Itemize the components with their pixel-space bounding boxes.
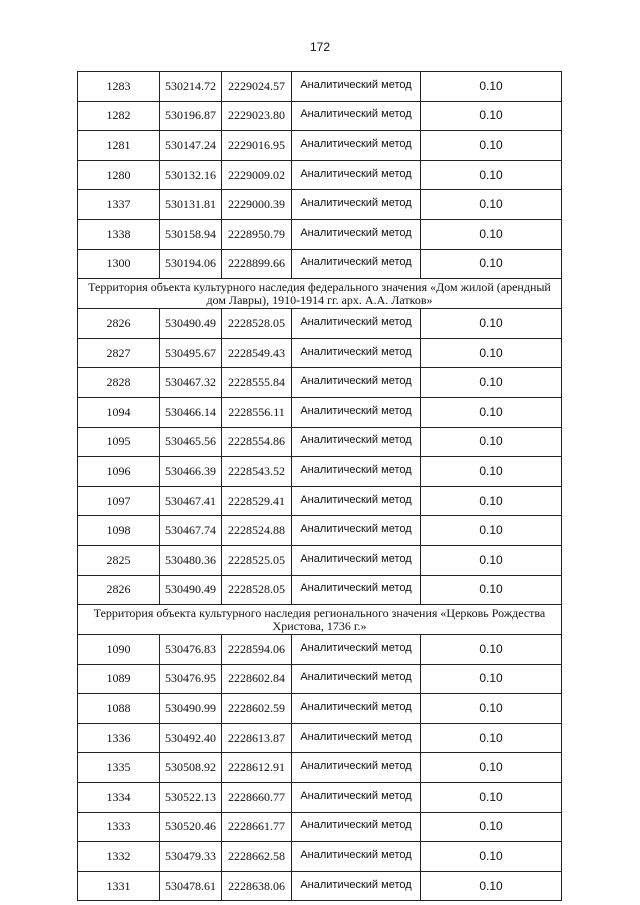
accuracy-cell: 0.10 — [421, 131, 562, 161]
method-cell: Аналитический метод — [292, 309, 421, 339]
method-cell: Аналитический метод — [292, 72, 421, 102]
y-coordinate-cell: 2228660.77 — [222, 783, 292, 813]
method-cell: Аналитический метод — [292, 368, 421, 398]
method-cell: Аналитический метод — [292, 664, 421, 694]
point-number-cell: 1096 — [78, 457, 160, 487]
method-cell: Аналитический метод — [292, 723, 421, 753]
point-number-cell: 1090 — [78, 635, 160, 665]
point-number-cell: 2826 — [78, 309, 160, 339]
method-cell: Аналитический метод — [292, 427, 421, 457]
y-coordinate-cell: 2228661.77 — [222, 812, 292, 842]
page-number: 172 — [309, 40, 331, 54]
method-cell: Аналитический метод — [292, 812, 421, 842]
y-coordinate-cell: 2229016.95 — [222, 131, 292, 161]
x-coordinate-cell: 530131.81 — [160, 190, 222, 220]
point-number-cell: 2828 — [78, 368, 160, 398]
table-row — [78, 516, 562, 546]
x-coordinate-cell: 530490.49 — [160, 309, 222, 339]
table-row — [78, 338, 562, 368]
section-header-row — [78, 279, 562, 309]
table-row — [78, 812, 562, 842]
x-coordinate-cell: 530466.39 — [160, 457, 222, 487]
table-row — [78, 368, 562, 398]
point-number-cell: 1334 — [78, 783, 160, 813]
point-number-cell: 1338 — [78, 219, 160, 249]
table-row — [78, 753, 562, 783]
accuracy-cell: 0.10 — [421, 486, 562, 516]
x-coordinate-cell: 530522.13 — [160, 783, 222, 813]
y-coordinate-cell: 2228602.84 — [222, 664, 292, 694]
table-row — [78, 635, 562, 665]
table-row — [78, 131, 562, 161]
point-number-cell: 2827 — [78, 338, 160, 368]
accuracy-cell: 0.10 — [421, 664, 562, 694]
accuracy-cell: 0.10 — [421, 842, 562, 872]
method-cell: Аналитический метод — [292, 842, 421, 872]
accuracy-cell: 0.10 — [421, 457, 562, 487]
method-cell: Аналитический метод — [292, 753, 421, 783]
y-coordinate-cell: 2229023.80 — [222, 101, 292, 131]
x-coordinate-cell: 530467.41 — [160, 486, 222, 516]
coordinates-table — [77, 71, 562, 901]
x-coordinate-cell: 530158.94 — [160, 219, 222, 249]
table-row — [78, 457, 562, 487]
y-coordinate-cell: 2228662.58 — [222, 842, 292, 872]
y-coordinate-cell: 2228549.43 — [222, 338, 292, 368]
table-row — [78, 72, 562, 102]
accuracy-cell: 0.10 — [421, 309, 562, 339]
table-row — [78, 871, 562, 901]
y-coordinate-cell: 2228528.05 — [222, 309, 292, 339]
accuracy-cell: 0.10 — [421, 723, 562, 753]
method-cell: Аналитический метод — [292, 457, 421, 487]
x-coordinate-cell: 530480.36 — [160, 545, 222, 575]
y-coordinate-cell: 2228950.79 — [222, 219, 292, 249]
point-number-cell: 1097 — [78, 486, 160, 516]
y-coordinate-cell: 2228554.86 — [222, 427, 292, 457]
method-cell: Аналитический метод — [292, 190, 421, 220]
table-row — [78, 723, 562, 753]
accuracy-cell: 0.10 — [421, 219, 562, 249]
accuracy-cell: 0.10 — [421, 160, 562, 190]
table-row — [78, 486, 562, 516]
y-coordinate-cell: 2228525.05 — [222, 545, 292, 575]
method-cell: Аналитический метод — [292, 575, 421, 605]
method-cell: Аналитический метод — [292, 338, 421, 368]
table-row — [78, 219, 562, 249]
point-number-cell: 1094 — [78, 397, 160, 427]
x-coordinate-cell: 530467.74 — [160, 516, 222, 546]
point-number-cell: 1333 — [78, 812, 160, 842]
accuracy-cell: 0.10 — [421, 783, 562, 813]
point-number-cell: 1337 — [78, 190, 160, 220]
table-row — [78, 694, 562, 724]
table-row — [78, 160, 562, 190]
point-number-cell: 1282 — [78, 101, 160, 131]
x-coordinate-cell: 530467.32 — [160, 368, 222, 398]
method-cell: Аналитический метод — [292, 101, 421, 131]
x-coordinate-cell: 530214.72 — [160, 72, 222, 102]
accuracy-cell: 0.10 — [421, 516, 562, 546]
method-cell: Аналитический метод — [292, 397, 421, 427]
point-number-cell: 1332 — [78, 842, 160, 872]
point-number-cell: 1280 — [78, 160, 160, 190]
x-coordinate-cell: 530490.49 — [160, 575, 222, 605]
y-coordinate-cell: 2228602.59 — [222, 694, 292, 724]
y-coordinate-cell: 2229024.57 — [222, 72, 292, 102]
y-coordinate-cell: 2228528.05 — [222, 575, 292, 605]
x-coordinate-cell: 530508.92 — [160, 753, 222, 783]
accuracy-cell: 0.10 — [421, 190, 562, 220]
x-coordinate-cell: 530479.33 — [160, 842, 222, 872]
y-coordinate-cell: 2228529.41 — [222, 486, 292, 516]
method-cell: Аналитический метод — [292, 249, 421, 279]
accuracy-cell: 0.10 — [421, 575, 562, 605]
method-cell: Аналитический метод — [292, 783, 421, 813]
accuracy-cell: 0.10 — [421, 72, 562, 102]
y-coordinate-cell: 2229009.02 — [222, 160, 292, 190]
x-coordinate-cell: 530490.99 — [160, 694, 222, 724]
x-coordinate-cell: 530194.06 — [160, 249, 222, 279]
point-number-cell: 1089 — [78, 664, 160, 694]
method-cell: Аналитический метод — [292, 486, 421, 516]
y-coordinate-cell: 2228613.87 — [222, 723, 292, 753]
table-row — [78, 190, 562, 220]
x-coordinate-cell: 530147.24 — [160, 131, 222, 161]
x-coordinate-cell: 530476.83 — [160, 635, 222, 665]
accuracy-cell: 0.10 — [421, 101, 562, 131]
x-coordinate-cell: 530492.40 — [160, 723, 222, 753]
accuracy-cell: 0.10 — [421, 545, 562, 575]
accuracy-cell: 0.10 — [421, 635, 562, 665]
y-coordinate-cell: 2228555.84 — [222, 368, 292, 398]
y-coordinate-cell: 2228543.52 — [222, 457, 292, 487]
x-coordinate-cell: 530465.56 — [160, 427, 222, 457]
section-title: Территория объекта культурного наследия федерального значения «Дом жилой (арендный дом Лавры), 1910-1914 гг. арх. А.А. Латков» — [78, 279, 562, 309]
table-row — [78, 545, 562, 575]
accuracy-cell: 0.10 — [421, 427, 562, 457]
point-number-cell: 1336 — [78, 723, 160, 753]
table-row — [78, 842, 562, 872]
method-cell: Аналитический метод — [292, 160, 421, 190]
table-row — [78, 309, 562, 339]
accuracy-cell: 0.10 — [421, 368, 562, 398]
point-number-cell: 1088 — [78, 694, 160, 724]
point-number-cell: 1331 — [78, 871, 160, 901]
x-coordinate-cell: 530476.95 — [160, 664, 222, 694]
method-cell: Аналитический метод — [292, 131, 421, 161]
point-number-cell: 1335 — [78, 753, 160, 783]
point-number-cell: 2826 — [78, 575, 160, 605]
point-number-cell: 1281 — [78, 131, 160, 161]
method-cell: Аналитический метод — [292, 635, 421, 665]
x-coordinate-cell: 530520.46 — [160, 812, 222, 842]
method-cell: Аналитический метод — [292, 219, 421, 249]
table-row — [78, 101, 562, 131]
accuracy-cell: 0.10 — [421, 694, 562, 724]
section-header-row — [78, 605, 562, 635]
point-number-cell: 1300 — [78, 249, 160, 279]
point-number-cell: 1283 — [78, 72, 160, 102]
accuracy-cell: 0.10 — [421, 338, 562, 368]
table-row — [78, 397, 562, 427]
method-cell: Аналитический метод — [292, 694, 421, 724]
y-coordinate-cell: 2228524.88 — [222, 516, 292, 546]
table-row — [78, 664, 562, 694]
x-coordinate-cell: 530466.14 — [160, 397, 222, 427]
y-coordinate-cell: 2228556.11 — [222, 397, 292, 427]
accuracy-cell: 0.10 — [421, 397, 562, 427]
table-row — [78, 783, 562, 813]
table-body — [78, 72, 562, 901]
y-coordinate-cell: 2228594.06 — [222, 635, 292, 665]
method-cell: Аналитический метод — [292, 871, 421, 901]
accuracy-cell: 0.10 — [421, 871, 562, 901]
point-number-cell: 1098 — [78, 516, 160, 546]
point-number-cell: 2825 — [78, 545, 160, 575]
x-coordinate-cell: 530495.67 — [160, 338, 222, 368]
y-coordinate-cell: 2228899.66 — [222, 249, 292, 279]
point-number-cell: 1095 — [78, 427, 160, 457]
method-cell: Аналитический метод — [292, 545, 421, 575]
accuracy-cell: 0.10 — [421, 249, 562, 279]
table-row — [78, 249, 562, 279]
method-cell: Аналитический метод — [292, 516, 421, 546]
accuracy-cell: 0.10 — [421, 753, 562, 783]
accuracy-cell: 0.10 — [421, 812, 562, 842]
section-title: Территория объекта культурного наследия регионального значения «Церковь Рождества Христова, 1736 г.» — [78, 605, 562, 635]
x-coordinate-cell: 530132.16 — [160, 160, 222, 190]
table-row — [78, 427, 562, 457]
x-coordinate-cell: 530196.87 — [160, 101, 222, 131]
y-coordinate-cell: 2229000.39 — [222, 190, 292, 220]
table-row — [78, 575, 562, 605]
x-coordinate-cell: 530478.61 — [160, 871, 222, 901]
y-coordinate-cell: 2228612.91 — [222, 753, 292, 783]
y-coordinate-cell: 2228638.06 — [222, 871, 292, 901]
